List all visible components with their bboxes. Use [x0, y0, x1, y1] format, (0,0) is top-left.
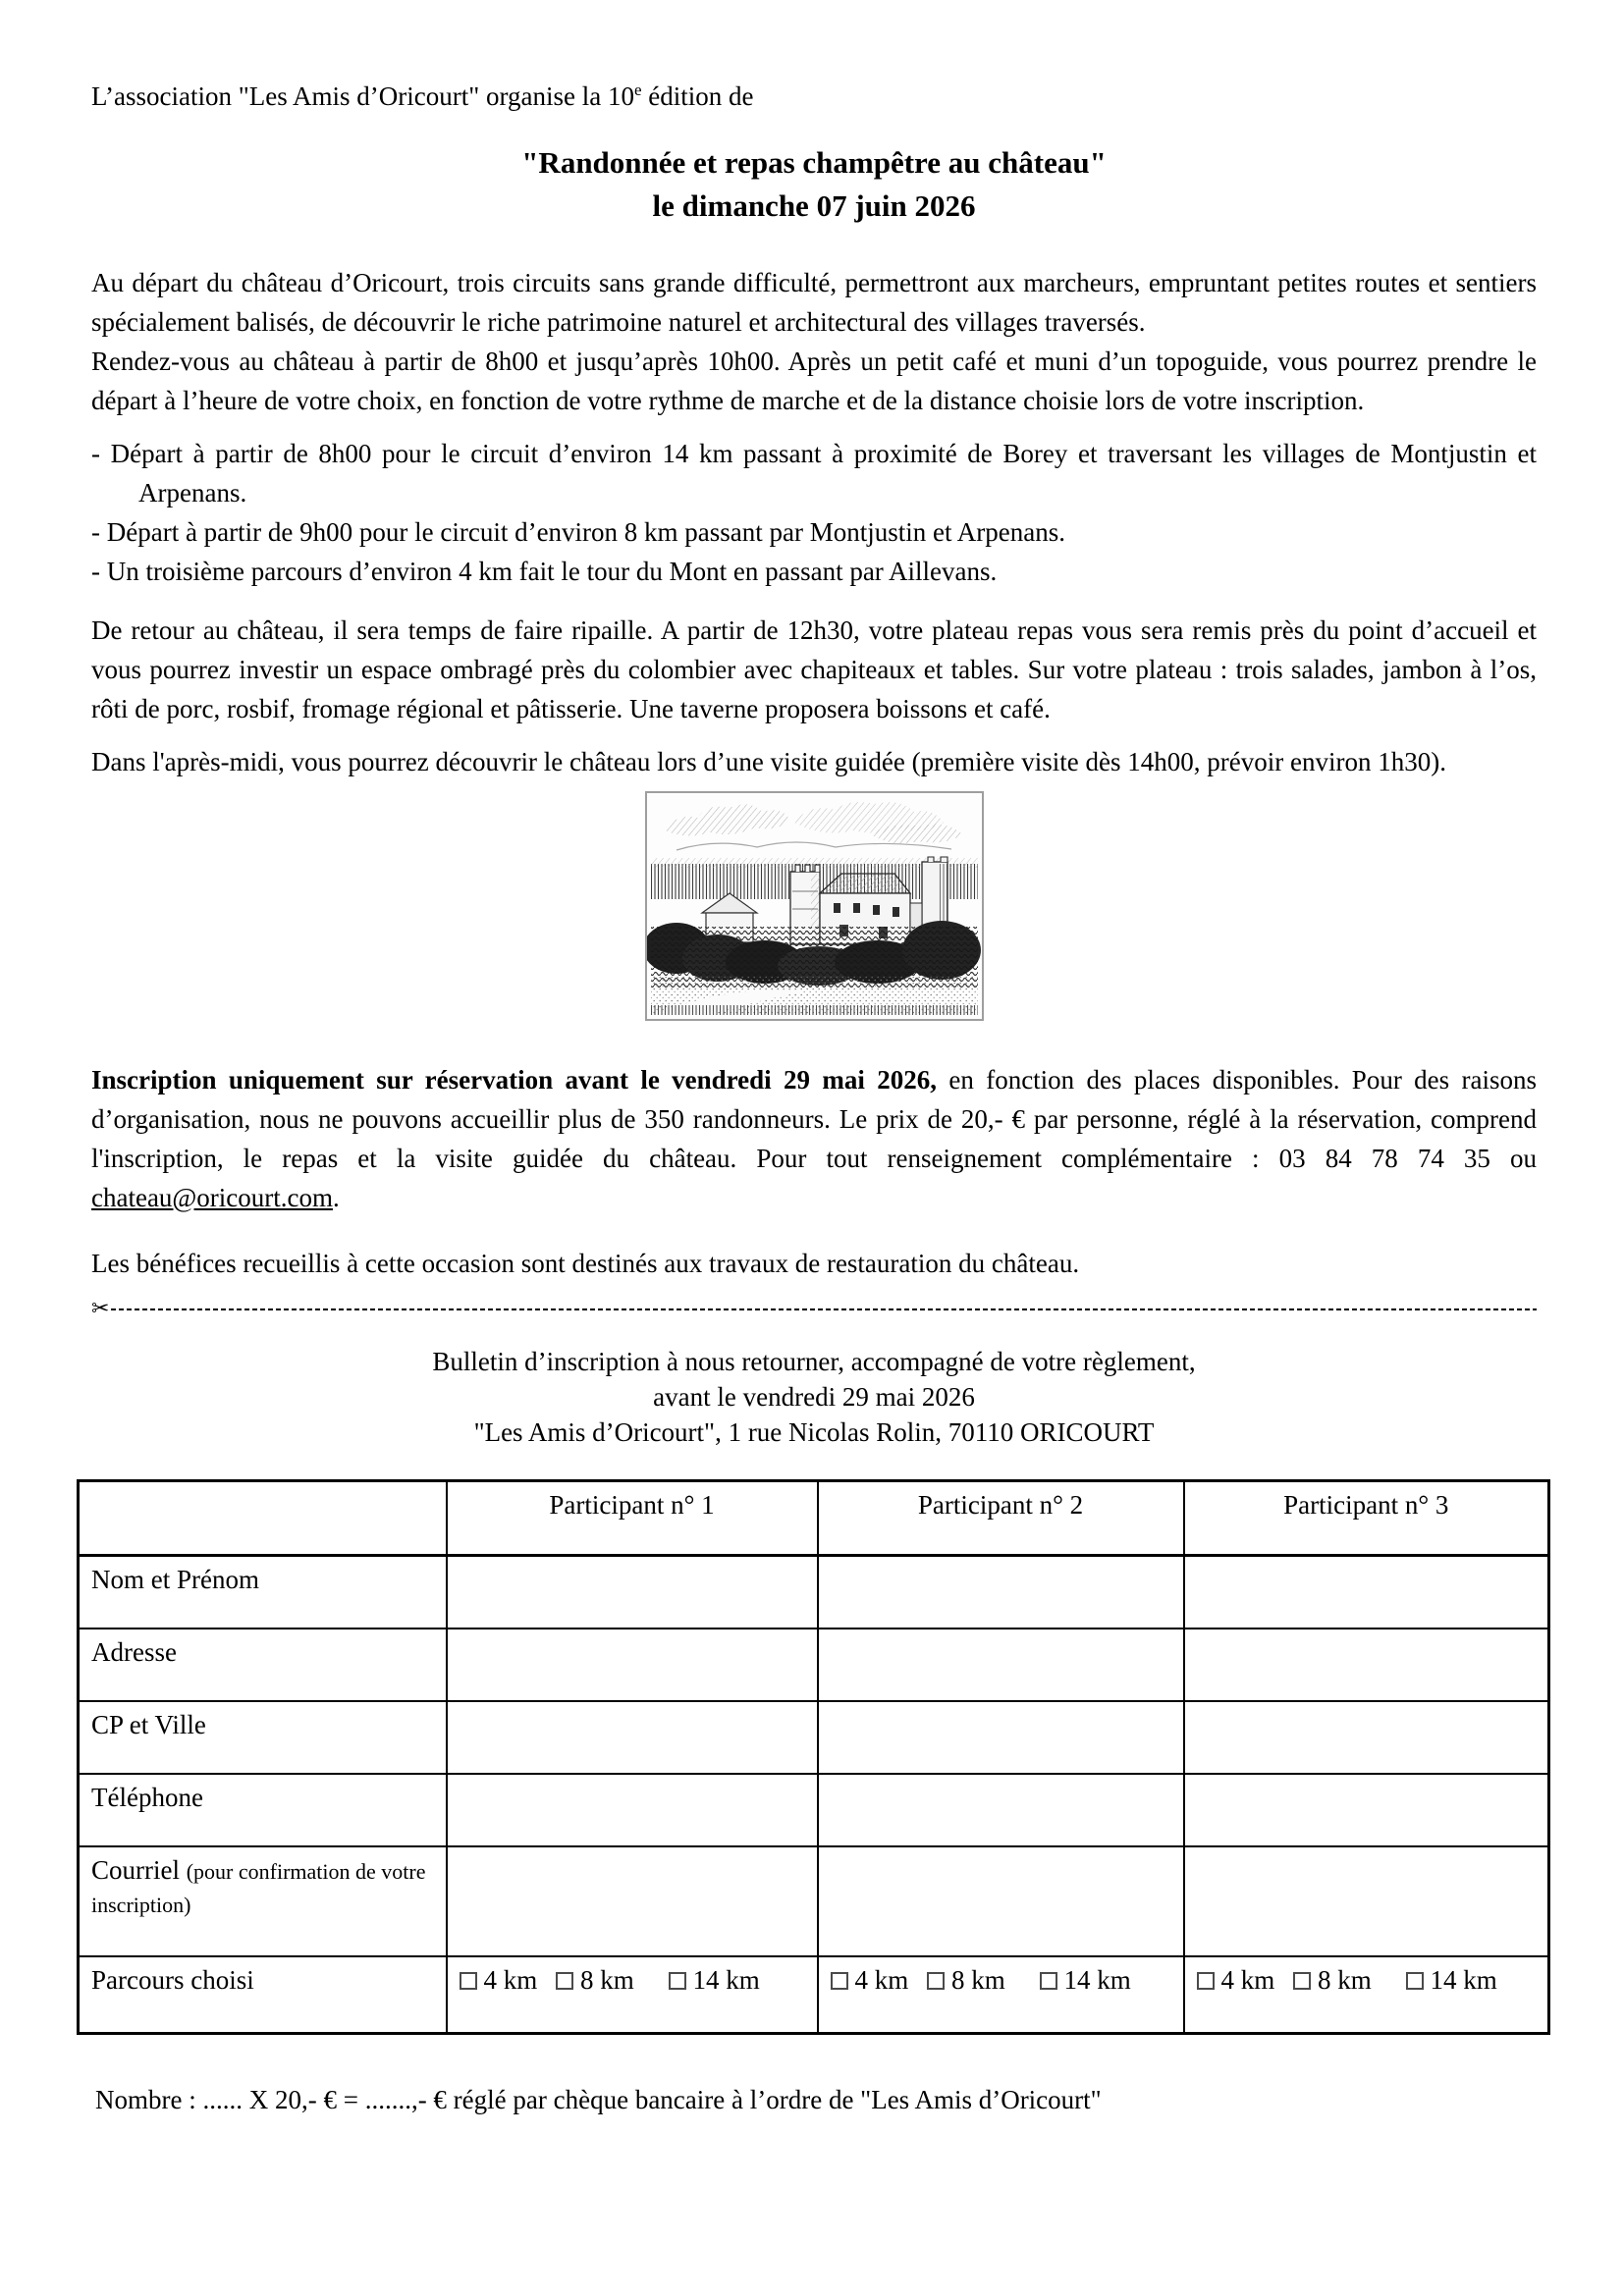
- event-date-line: le dimanche 07 juin 2026: [652, 188, 976, 223]
- circuit-item-8km: - Départ à partir de 9h00 pour le circuit d’environ 8 km passant par Montjustin et Arpenans.: [91, 517, 1065, 547]
- circuit-item-4km: - Un troisième parcours d’environ 4 km fait le tour du Mont en passant par Aillevans.: [91, 557, 998, 586]
- chateau-engraving: [645, 791, 984, 1021]
- row-label-telephone: Téléphone: [79, 1774, 447, 1846]
- sentence-end: .: [333, 1183, 340, 1212]
- adresse-cell-p3: [1184, 1629, 1549, 1701]
- nom-cell-p2: [818, 1556, 1184, 1629]
- adresse-cell-p2: [818, 1629, 1184, 1701]
- bulletin-line1: Bulletin d’inscription à nous retourner, accompagné de votre règlement,: [432, 1347, 1196, 1376]
- intro-part1: L’association "Les Amis d’Oricourt" organise la 10: [91, 81, 634, 111]
- option-4km: [460, 1965, 538, 1995]
- courriel-label: Courriel: [91, 1854, 180, 1885]
- parcours-cell-p1: [447, 1956, 818, 2034]
- cp-cell-p2: [818, 1701, 1184, 1774]
- option-4km-label: 4 km: [483, 1964, 538, 1995]
- paragraph-inscription: [91, 1060, 1537, 1217]
- scissors-icon: ✂: [91, 1297, 110, 1321]
- parcours-cell-p3: [1184, 1956, 1549, 2034]
- option-8km: [1293, 1965, 1372, 1995]
- checkbox-4km-p2[interactable]: [831, 1972, 848, 1990]
- checkbox-4km-p3[interactable]: [1197, 1972, 1215, 1990]
- intro-superscript: e: [633, 80, 642, 99]
- option-14km-label: 14 km: [692, 1964, 760, 1995]
- cp-cell-p1: [447, 1701, 818, 1774]
- bulletin-header: [91, 1344, 1537, 1450]
- cp-cell-p3: [1184, 1701, 1549, 1774]
- cut-here-line: [91, 1297, 1537, 1322]
- option-4km-label: 4 km: [854, 1964, 909, 1995]
- participant-2-header: Participant n° 2: [818, 1481, 1184, 1556]
- checkbox-14km-p1[interactable]: [669, 1972, 686, 1990]
- bulletin-address-line: "Les Amis d’Oricourt", 1 rue Nicolas Rolin, 70110 ORICOURT: [473, 1417, 1155, 1447]
- checkbox-4km-p1[interactable]: [460, 1972, 477, 1990]
- email-link[interactable]: chateau@oricourt.com: [91, 1183, 334, 1212]
- paragraph-benefices: Les bénéfices recueillis à cette occasion sont destinés aux travaux de restauration du château.: [91, 1249, 1080, 1278]
- adresse-cell-p1: [447, 1629, 818, 1701]
- option-8km-label: 8 km: [951, 1964, 1005, 1995]
- chateau-picture: [645, 791, 984, 1021]
- intro-line: [91, 77, 1537, 116]
- row-label-parcours: Parcours choisi: [79, 1956, 447, 2034]
- row-label-nom-prenom: Nom et Prénom: [79, 1556, 447, 1629]
- option-8km: [556, 1965, 634, 1995]
- option-14km-label: 14 km: [1430, 1964, 1497, 1995]
- courriel-cell-p1: [447, 1846, 818, 1956]
- telephone-cell-p1: [447, 1774, 818, 1846]
- option-4km-label: 4 km: [1220, 1964, 1275, 1995]
- option-8km: [927, 1965, 1005, 1995]
- row-label-adresse: Adresse: [79, 1629, 447, 1701]
- table-corner-cell: [79, 1481, 447, 1556]
- option-8km-label: 8 km: [1318, 1964, 1372, 1995]
- circuit-item-14km: - Départ à partir de 8h00 pour le circuit d’environ 14 km passant à proximité de Borey et traversant les villages de Montjustin et Arpenans.: [91, 439, 1537, 507]
- option-14km: [1040, 1965, 1131, 1995]
- checkbox-8km-p3[interactable]: [1293, 1972, 1311, 1990]
- nom-cell-p1: [447, 1556, 818, 1629]
- courriel-note: (pour confirmation de votre inscription): [91, 1858, 426, 1917]
- event-title-line1: "Randonnée et repas champêtre au château": [521, 145, 1107, 180]
- option-14km: [669, 1965, 760, 1995]
- payment-line: Nombre : ...... X 20,- € = .......,- € réglé par chèque bancaire à l’ordre de "Les Amis d’Oricourt": [95, 2085, 1102, 2114]
- checkbox-8km-p1[interactable]: [556, 1972, 573, 1990]
- registration-table: [77, 1479, 1550, 2035]
- telephone-cell-p3: [1184, 1774, 1549, 1846]
- parcours-cell-p2: [818, 1956, 1184, 2034]
- option-4km: [1197, 1965, 1275, 1995]
- nom-cell-p3: [1184, 1556, 1549, 1629]
- option-14km-label: 14 km: [1063, 1964, 1131, 1995]
- paragraph-visite: Dans l'après-midi, vous pourrez découvrir le château lors d’une visite guidée (première visite dès 14h00, prévoir environ 1h30).: [91, 747, 1446, 776]
- option-4km: [831, 1965, 909, 1995]
- checkbox-14km-p3[interactable]: [1406, 1972, 1424, 1990]
- checkbox-8km-p2[interactable]: [927, 1972, 945, 1990]
- courriel-cell-p3: [1184, 1846, 1549, 1956]
- event-title: [91, 141, 1537, 228]
- participant-1-header: Participant n° 1: [447, 1481, 818, 1556]
- row-label-cp-ville: CP et Ville: [79, 1701, 447, 1774]
- bulletin-line2: avant le vendredi 29 mai 2026: [653, 1382, 975, 1412]
- intro-part2: édition de: [641, 81, 754, 111]
- reservation-details: en fonction des places disponibles. Pour des raisons d’organisation, nous ne pouvons accueillir plus de 350 randonneurs. Le prix de 20,- € par personne, réglé à la réservation, comprend l'inscription, le repas et la visite guidée du château. Pour tout renseignement complémentaire : 03 84 78 74 35 ou: [91, 1065, 1538, 1173]
- dashed-rule: [111, 1308, 1537, 1310]
- participant-3-header: Participant n° 3: [1184, 1481, 1549, 1556]
- circuit-list: [91, 434, 1537, 591]
- telephone-cell-p2: [818, 1774, 1184, 1846]
- option-8km-label: 8 km: [580, 1964, 634, 1995]
- checkbox-14km-p2[interactable]: [1040, 1972, 1057, 1990]
- paragraph-rendezvous: Rendez-vous au château à partir de 8h00 et jusqu’après 10h00. Après un petit café et muni d’un topoguide, vous pourrez prendre le départ à l’heure de votre choix, en fonction de votre rythme de marche et de la distance choisie lors de votre inscription.: [91, 347, 1537, 415]
- courriel-cell-p2: [818, 1846, 1184, 1956]
- paragraph-depart: Au départ du château d’Oricourt, trois circuits sans grande difficulté, permettront aux marcheurs, empruntant petites routes et sentiers spécialement balisés, de découvrir le riche patrimoine naturel et architectural des villages traversés.: [91, 268, 1537, 337]
- paragraph-repas: De retour au château, il sera temps de faire ripaille. A partir de 12h30, votre plateau repas vous sera remis près du point d’accueil et vous pourrez investir un espace ombragé près du colombier avec chapiteaux et tables. Sur votre plateau : trois salades, jambon à l’os, rôti de porc, rosbif, fromage régional et pâtisserie. Une taverne proposera boissons et café.: [91, 615, 1537, 723]
- reservation-deadline-bold: Inscription uniquement sur réservation avant le vendredi 29 mai 2026,: [91, 1065, 937, 1095]
- row-label-courriel: [79, 1846, 447, 1956]
- option-14km: [1406, 1965, 1497, 1995]
